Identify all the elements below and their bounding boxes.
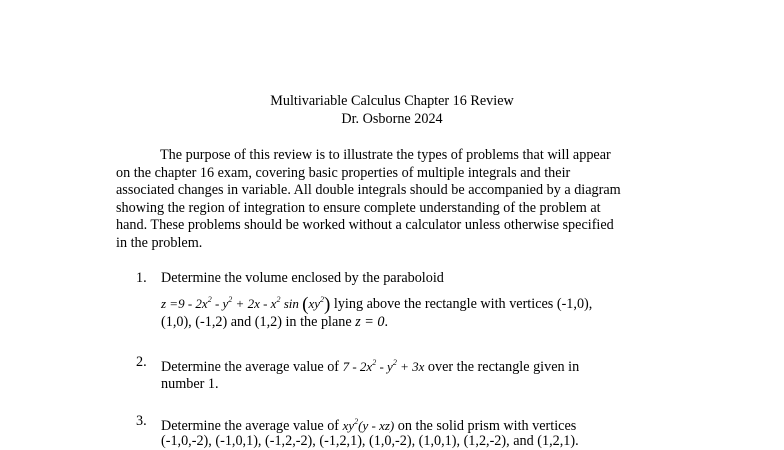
average-value-expression: $7 - 2x^2 - y^2 + 3x$ (342, 358, 425, 374)
intro-paragraph (116, 147, 676, 253)
problem-line: Determine the volume enclosed by the paraboloid (161, 270, 444, 286)
problem-line: number 1. (161, 375, 219, 392)
problem-number: 1. (136, 270, 147, 286)
intro-line: associated changes in variable. All double integrals should be accompanied by a diagram (116, 182, 621, 199)
problem-line (161, 288, 681, 315)
problem-text (161, 354, 681, 393)
problem-line: (-1,0,-2), (-1,0,1), (-1,2,-2), (-1,2,1), (1,0,-2), (1,0,1), (1,2,-2), and (1,2,1). (161, 432, 579, 449)
problem-line-rest: lying above the rectangle with vertices (-1,0), (330, 295, 593, 312)
intro-line: The purpose of this review is to illustrate the types of problems that will appear (160, 147, 611, 163)
plane-equation: z = 0 (355, 313, 385, 330)
intro-line: on the chapter 16 exam, covering basic properties of multiple integrals and their (116, 164, 571, 181)
problem-line: Determine the average value of $7 - 2x^2 - y^2 + 3x$ over the rectangle given in (161, 358, 580, 375)
problem-number: 2. (136, 354, 147, 370)
paraboloid-equation: $z =9 - 2x^2 - y^2 + 2x - x^2$ $\sin (xy^2)$ (161, 293, 331, 315)
document-title: Multivariable Calculus Chapter 16 Review (270, 93, 514, 109)
average-value-expression: $xy^2(y - xz)$ (342, 417, 395, 433)
document-author: Dr. Osborne 2024 (341, 111, 443, 127)
problem-text (161, 270, 681, 331)
problem-line: (1,0), (-1,2) and (1,2) in the plane z = 0. (161, 313, 389, 330)
intro-line: hand. These problems should be worked without a calculator unless otherwise specified (116, 217, 614, 234)
problem-line: Determine the average value of $xy^2(y - xz)$ on the solid prism with vertices (161, 417, 577, 434)
problem-number: 3. (136, 413, 147, 429)
intro-line: in the problem. (116, 234, 203, 251)
intro-line: showing the region of integration to ensure complete understanding of the problem at (116, 199, 601, 216)
problem-text (161, 413, 681, 450)
